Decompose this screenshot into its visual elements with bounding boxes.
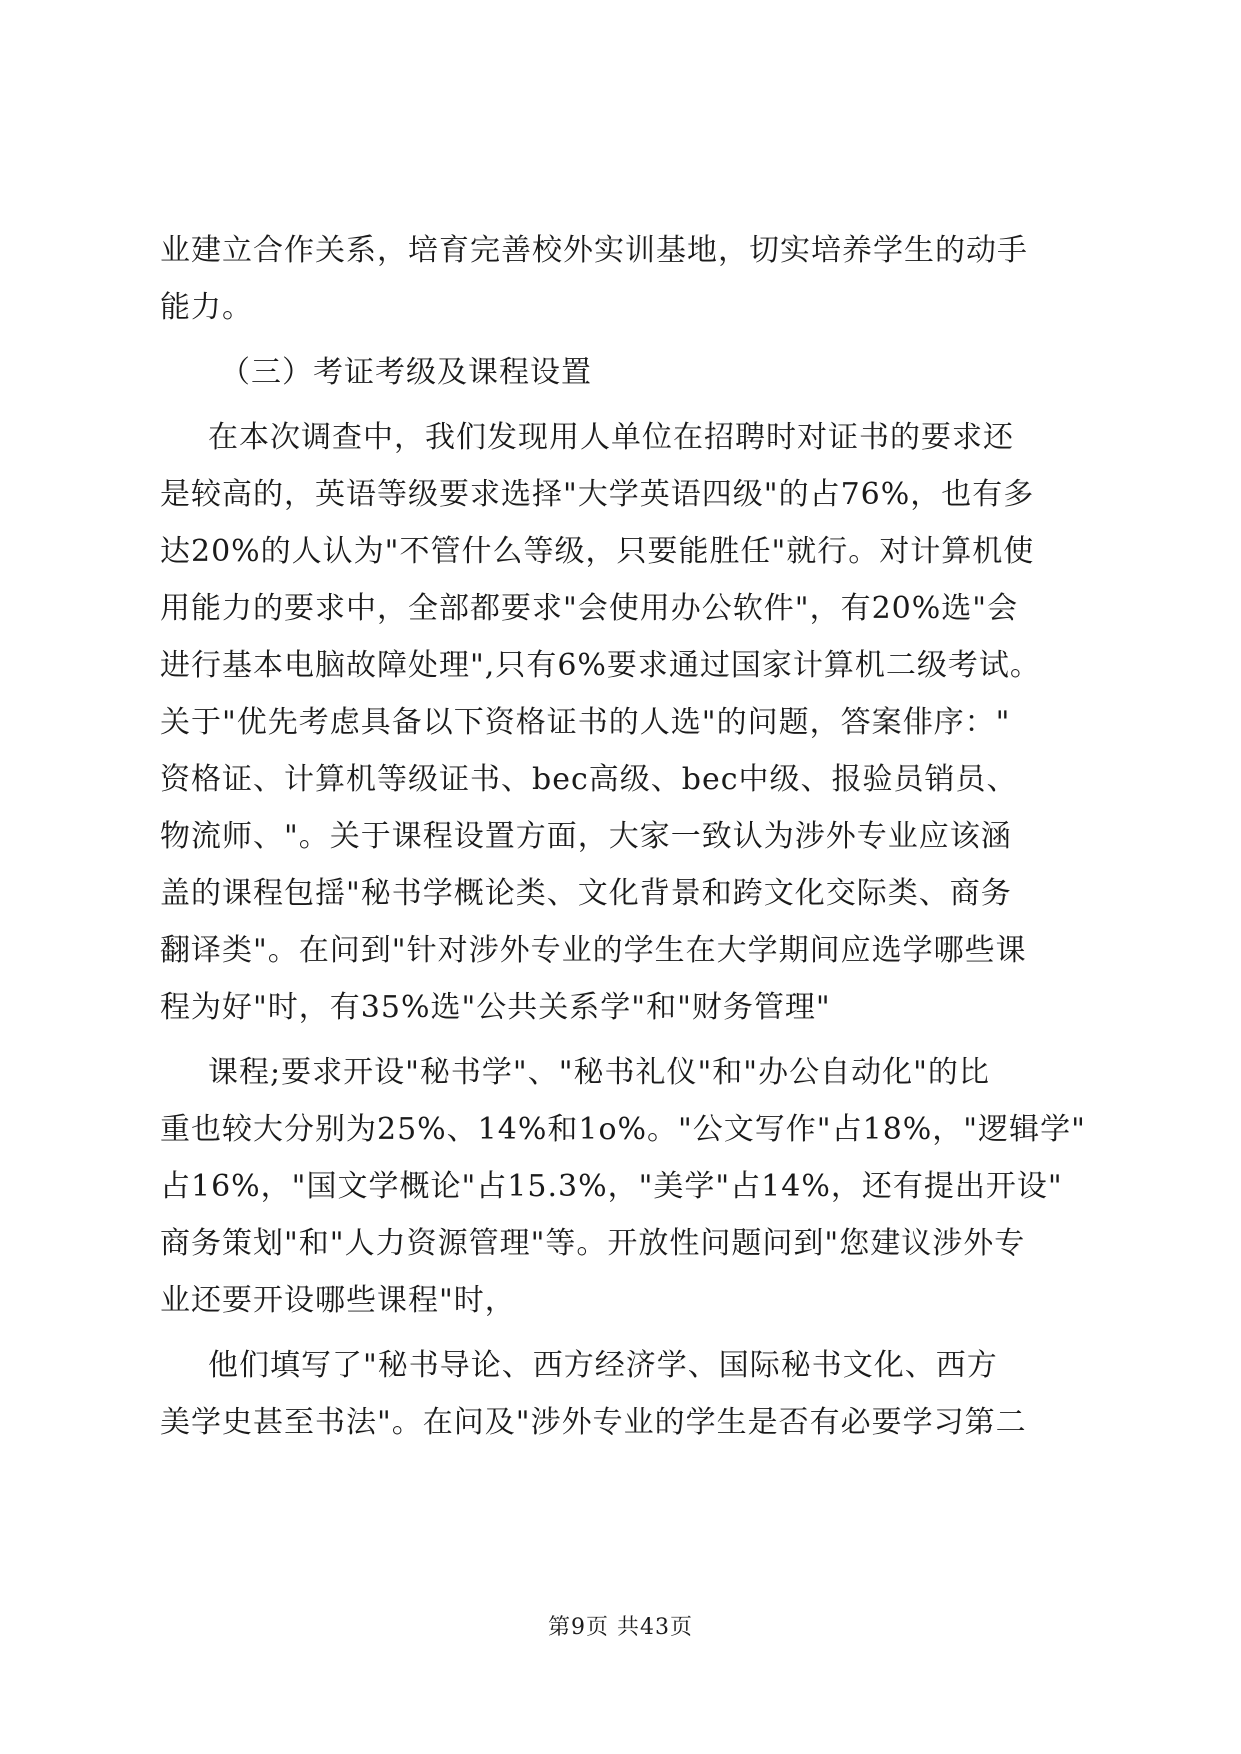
text-line: 资格证、计算机等级证书、bec高级、bec中级、报验员销员、 xyxy=(160,762,1018,797)
text-line: 用能力的要求中，全部都要求"会使用办公软件"，有20%选"会 xyxy=(160,591,1019,626)
text-line: 他们填写了"秘书导论、西方经济学、国际秘书文化、西方 xyxy=(208,1348,998,1383)
body-text xyxy=(160,222,1086,1451)
text-line: 业还要开设哪些课程"时， xyxy=(160,1283,516,1318)
text-line: 商务策划"和"人力资源管理"等。开放性问题问到"您建议涉外专 xyxy=(160,1226,1026,1261)
text-line: 关于"优先考虑具备以下资格证书的人选"的问题，答案俳序：" xyxy=(160,705,1011,740)
section-heading: （三）考证考级及课程设置 xyxy=(220,355,592,390)
page-footer xyxy=(0,1610,1241,1641)
text-line: 是较高的，英语等级要求选择"大学英语四级"的占76%，也有多 xyxy=(160,477,1035,512)
text-line: 达20%的人认为"不管什么等级，只要能胜任"就行。对计算机使 xyxy=(160,534,1035,569)
text-line: 进行基本电脑故障处理",只有6%要求通过国家计算机二级考试。 xyxy=(160,648,1041,683)
text-line: 程为好"时，有35%选"公共关系学"和"财务管理" xyxy=(160,990,831,1025)
page-number-label: 第9页 共43页 xyxy=(548,1615,693,1640)
text-line: 能力。 xyxy=(160,290,253,325)
text-line: 占16%，"国文学概论"占15.3%，"美学"占14%，还有提出开设" xyxy=(160,1169,1063,1204)
text-line: 重也较大分别为25%、14%和1o%。"公文写作"占18%，"逻辑学" xyxy=(160,1112,1086,1147)
text-line: 在本次调查中，我们发现用人单位在招聘时对证书的要求还 xyxy=(208,420,1014,455)
text-line: 翻译类"。在问到"针对涉外专业的学生在大学期间应选学哪些课 xyxy=(160,933,1027,968)
text-line: 盖的课程包揺"秘书学概论类、文化背景和跨文化交际类、商务 xyxy=(160,876,1012,911)
text-line: 美学史甚至书法"。在问及"涉外专业的学生是否有必要学习第二 xyxy=(160,1405,1027,1440)
text-line: 课程;要求开设"秘书学"、"秘书礼仪"和"办公自动化"的比 xyxy=(208,1055,990,1090)
text-line: 物流师、"。关于课程设置方面，大家一致认为涉外专业应该涵 xyxy=(160,819,1012,854)
text-line: 业建立合作关系，培育完善校外实训基地，切实培养学生的动手 xyxy=(160,233,1028,268)
